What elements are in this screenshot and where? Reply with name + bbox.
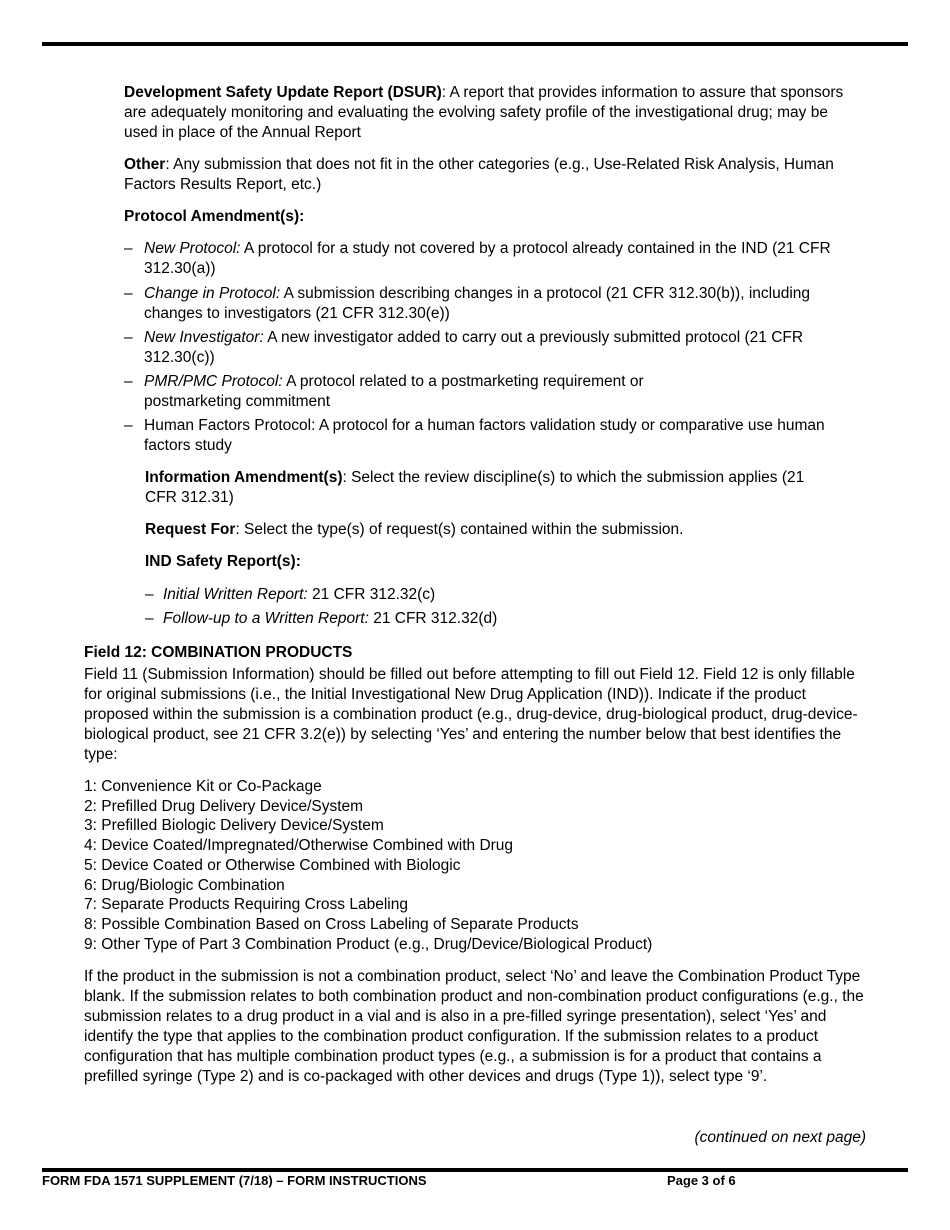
combination-type-item: 7: Separate Products Requiring Cross Labeling [84,896,408,913]
protocol-item: – New Investigator: A new investigator added to carry out a previously submitted protocol (21 CFR 312.30(c)) [124,329,804,366]
continued-note: (continued on next page) [694,1129,866,1146]
ind-safety-heading: IND Safety Report(s): [145,553,301,570]
ind-safety-item: – Follow-up to a Written Report: 21 CFR 312.32(d) [145,610,498,627]
combination-type-item: 8: Possible Combination Based on Cross Labeling of Separate Products [84,916,579,933]
protocol-amendment-heading: Protocol Amendment(s): [124,208,305,225]
request-for-definition: Request For: Select the type(s) of request(s) contained within the submission. [145,521,684,538]
combination-type-item: 9: Other Type of Part 3 Combination Product (e.g., Drug/Device/Biological Product) [84,936,653,953]
combination-type-item: 4: Device Coated/Impregnated/Otherwise Combined with Drug [84,837,514,854]
combination-type-item: 5: Device Coated or Otherwise Combined with Biologic [84,857,461,874]
combination-type-item: 1: Convenience Kit or Co-Package [84,778,322,795]
field12-closing: If the product in the submission is not a combination product, select ‘No’ and leave the Combination Product Type blank. If the submission relates to both combination product and non-combination product configurations (e.g., the submission relates to a drug product in a vial and is also in a pre-filled syringe presentation), select ‘Yes’ and identify the type that applies to the combination product configuration. If the submission relates to a product configuration that has multiple combination product types (e.g., a submission is for a product that contains a prefilled syringe (Type 2) and is co-packaged with other devices and drugs (Type 1)), select type ‘9’. [84,968,864,1085]
other-definition: Other: Any submission that does not fit in the other categories (e.g., Use-Related Risk Analysis, Human Factors Results Report, etc.) [124,156,834,193]
footer-rule [42,1168,908,1172]
field12-heading: Field 12: COMBINATION PRODUCTS [84,644,353,661]
protocol-item: – New Protocol: A protocol for a study not covered by a protocol already contained in the IND (21 CFR 312.30(a)) [124,240,831,277]
dsur-definition: Development Safety Update Report (DSUR): A report that provides information to assure that sponsors are adequately monitoring and evaluating the evolving safety profile of the investigational drug; may be used in place of the Annual Report [124,84,844,141]
protocol-item: – PMR/PMC Protocol: A protocol related to a postmarketing requirement or postmarketing commitment [124,373,644,410]
field12-intro: Field 11 (Submission Information) should be filled out before attempting to fill out Field 12. Field 12 is only fillable for original submissions (i.e., the Initial Investigational New Drug Application (IND)). Indicate if the product proposed within the submission is a combination product (e.g., drug-device, drug-biological product, drug-device-biological product, see 21 CFR 3.2(e)) by selecting ‘Yes’ and entering the number below that best identifies the type: [84,666,858,763]
ind-safety-item: – Initial Written Report: 21 CFR 312.32(c) [145,586,436,603]
information-amendment-definition: Information Amendment(s): Select the review discipline(s) to which the submission applies (21 CFR 312.31) [145,469,805,506]
combination-type-item: 2: Prefilled Drug Delivery Device/System [84,798,364,815]
protocol-item: – Change in Protocol: A submission describing changes in a protocol (21 CFR 312.30(b)), including changes to investigators (21 CFR 312.30(e)) [124,285,811,322]
protocol-item: – Human Factors Protocol: A protocol for a human factors validation study or comparative use human factors study [124,417,825,454]
combination-type-item: 3: Prefilled Biologic Delivery Device/System [84,817,384,834]
footer-page-number: Page 3 of 6 [667,1173,736,1188]
header-rule [42,42,908,46]
footer-form-title: FORM FDA 1571 SUPPLEMENT (7/18) – FORM INSTRUCTIONS [42,1173,427,1188]
combination-type-item: 6: Drug/Biologic Combination [84,877,285,894]
